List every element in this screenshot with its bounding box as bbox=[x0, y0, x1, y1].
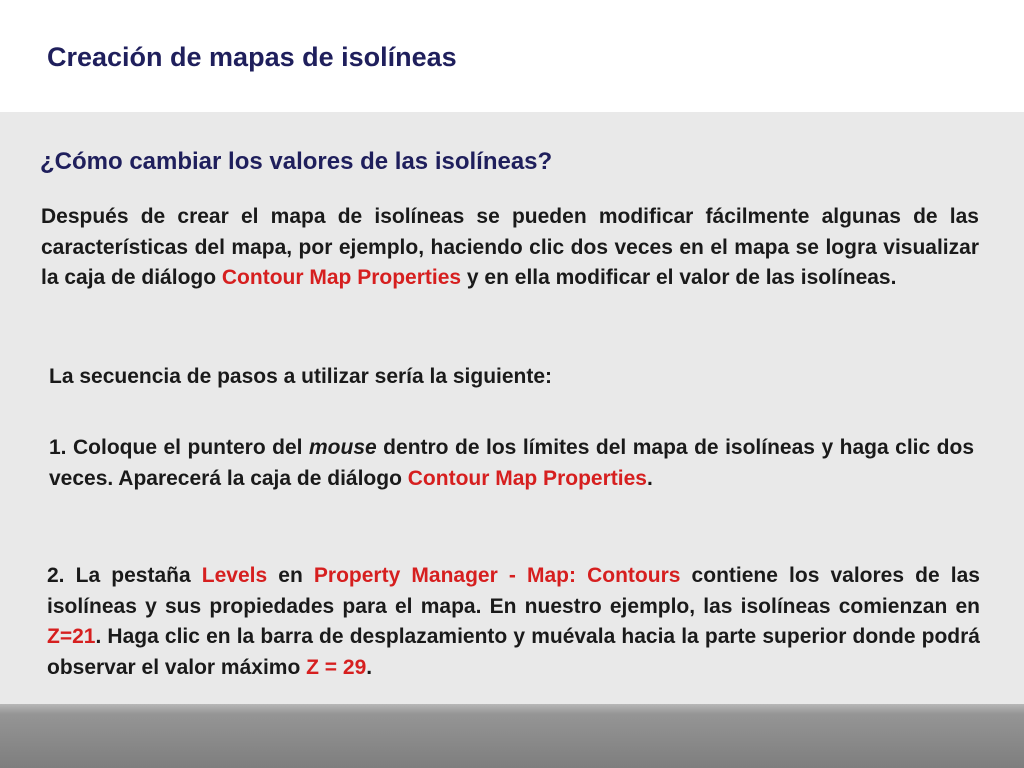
step2-highlight-z21: Z=21 bbox=[47, 625, 96, 648]
intro-paragraph bbox=[41, 202, 979, 294]
step1-text-a: 1. Coloque el puntero del bbox=[49, 436, 309, 459]
intro-text-a: Después de crear el mapa de isolíneas se pueden modificar fácilmente algunas de las características del mapa, por ejemplo, haciendo clic dos veces en el mapa se logra visualizar la caja de diálogo bbox=[41, 205, 979, 289]
step-1-paragraph bbox=[49, 433, 974, 494]
step1-text-b: dentro de los límites del mapa de isolíneas y haga clic dos veces. Aparecerá la caja de diálogo bbox=[49, 436, 974, 490]
title-band bbox=[0, 0, 1024, 112]
sequence-intro: La secuencia de pasos a utilizar sería la siguiente: bbox=[49, 365, 553, 388]
step2-text-a: 2. La pestaña bbox=[47, 564, 202, 587]
section-subtitle: ¿Cómo cambiar los valores de las isolíneas? bbox=[40, 148, 553, 175]
slide-title: Creación de mapas de isolíneas bbox=[47, 42, 457, 72]
step1-text-c: . bbox=[646, 466, 653, 490]
bottom-bar bbox=[0, 704, 1024, 768]
step2-highlight-property-manager: Property Manager - Map: Contours bbox=[313, 564, 681, 587]
step1-highlight-contour-map-properties: Contour Map Properties bbox=[407, 466, 647, 490]
step2-highlight-levels: Levels bbox=[201, 564, 268, 587]
step-2-paragraph bbox=[47, 561, 980, 683]
step2-text-b: en bbox=[267, 564, 314, 587]
step2-highlight-z29: Z = 29 bbox=[306, 655, 367, 679]
step2-text-c: contiene los valores de las isolíneas y sus propiedades para el mapa. En nuestro ejemplo, las isolíneas comienzan en bbox=[47, 564, 980, 618]
step2-text-e: . bbox=[366, 655, 373, 679]
step1-italic-mouse: mouse bbox=[309, 436, 377, 459]
intro-text-b: y en ella modificar el valor de las isolíneas. bbox=[461, 266, 897, 289]
intro-highlight-contour-map-properties: Contour Map Properties bbox=[221, 266, 462, 289]
step2-text-d: . Haga clic en la barra de desplazamiento y muévala hacia la parte superior donde podrá observar el valor máximo bbox=[47, 625, 980, 679]
